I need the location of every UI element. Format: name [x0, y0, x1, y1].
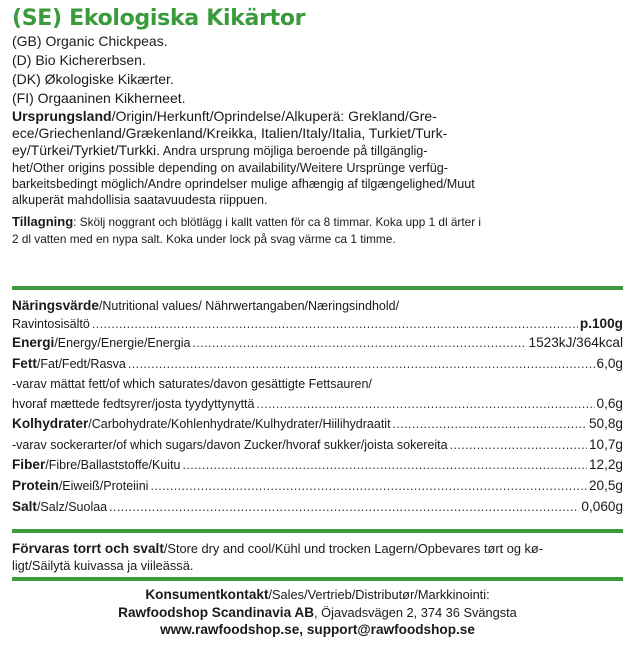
company-name: Rawfoodshop Scandinavia AB [118, 604, 315, 620]
divider-bottom [12, 577, 623, 581]
storage-text-1: /Store dry and cool/Kühl und trocken Lagern/Opbevares tørt og kø- [163, 541, 543, 556]
preparation-section [12, 213, 623, 248]
sugars-value: 10,7g [588, 436, 623, 452]
origin-note-2: het/Other origins possible depending on availability/Weitere Ursprünge verfüg- [12, 161, 448, 175]
saturates-value: 0,6g [596, 396, 623, 412]
protein-label: Protein [12, 477, 59, 493]
contact-heading: Konsumentkontakt [145, 587, 269, 602]
origin-text-1: /Origin/Herkunft/Oprindelse/Alkuperä: Grekland/Gre- [111, 108, 437, 124]
energy-label: Energi [12, 335, 55, 350]
protein-row [12, 476, 623, 497]
nutrition-heading-fi: Ravintosisältö [12, 317, 90, 331]
origin-text-2: ece/Griechenland/Grækenland/Kreikka, Italien/Italy/Italia, Turkiet/Turk- [12, 125, 448, 141]
company-address: , Öjavadsvägen 2, 374 36 Svängsta [314, 604, 517, 620]
protein-value: 20,5g [588, 477, 623, 493]
contact-heading-translations: /Sales/Vertrieb/Distributør/Markkinointi: [268, 587, 490, 602]
origin-note-3: barkeitsbedingt möglich/Andre oprindelser mulige afhængig af tilgængelighed/Muut [12, 177, 475, 191]
salt-value: 0,060g [581, 498, 623, 514]
saturates-label-2: hvoraf mættede fedtsyrer/josta tyydyttynyttä [12, 397, 255, 412]
origin-text-3: ey/Türkei/Tyrkiet/Turkki. [12, 142, 161, 158]
nutrition-heading: Näringsvärde [12, 298, 99, 313]
carbohydrate-label: Kolhydrater [12, 416, 89, 432]
origin-note-4: alkuperät mahdollisia saatavuudesta riippuen. [12, 193, 268, 207]
divider-middle [12, 529, 623, 533]
storage-heading: Förvaras torrt och svalt [12, 541, 164, 556]
energy-value: 1523kJ/364kcal [528, 335, 623, 350]
fibre-translations: /Fibre/Ballaststoffe/Kuitu [45, 458, 181, 473]
contact-section [12, 586, 623, 639]
fat-value: 6,0g [596, 355, 623, 371]
saturates-label-1: -varav mättat fett/of which saturates/davon gesättigte Fettsauren/ [12, 377, 372, 392]
fat-translations: /Fat/Fedt/Rasva [36, 356, 126, 371]
saturates-row [12, 394, 623, 414]
energy-translations: /Energy/Energie/Energia [54, 336, 191, 350]
language-name-dk: (DK) Økologiske Kikærter. [12, 71, 174, 87]
nutrition-header [12, 297, 623, 315]
energy-row [12, 333, 623, 354]
storage-text-2: ligt/Säilytä kuivassa ja viileässä. [12, 558, 194, 573]
storage-section [12, 540, 623, 574]
carbohydrate-row [12, 414, 623, 435]
preparation-text-2: 2 dl vatten med en nypa salt. Koka under lock på svag värme ca 1 timme. [12, 232, 396, 246]
carbohydrate-value: 50,8g [588, 416, 623, 432]
sugars-row [12, 435, 623, 456]
language-name-gb: (GB) Organic Chickpeas. [12, 33, 168, 49]
nutrition-table [12, 297, 623, 517]
nutrition-per-value: p.100g [579, 316, 623, 331]
salt-translations: /Salz/Suolaa [36, 499, 108, 514]
language-name-de: (D) Bio Kichererbsen. [12, 52, 146, 68]
nutrition-per-row [12, 315, 623, 333]
salt-row [12, 497, 623, 518]
preparation-heading: Tillagning [12, 214, 74, 229]
carbohydrate-translations: /Carbohydrate/Kohlenhydrate/Kulhydrater/Hiilihydraatit [88, 417, 391, 432]
nutrition-heading-translations: /Nutritional values/ Nährwertangaben/Næringsindhold/ [98, 299, 400, 313]
fibre-label: Fiber [12, 457, 46, 473]
protein-translations: /Eiweiß/Proteiini [58, 478, 149, 493]
origin-note-1: Andra ursprung möjliga beroende på tillgänglig- [160, 144, 428, 158]
product-label [12, 6, 623, 248]
fibre-value: 12,2g [588, 457, 623, 473]
product-title: (SE) Ekologiska Kikärtor [12, 6, 306, 31]
salt-label: Salt [12, 498, 37, 514]
fibre-row [12, 455, 623, 476]
origin-heading: Ursprungsland [12, 108, 112, 124]
fat-label: Fett [12, 355, 37, 371]
origin-section [12, 108, 623, 208]
contact-web-email: www.rawfoodshop.se, support@rawfoodshop.se [160, 622, 475, 637]
sugars-label: -varav sockerarter/of which sugars/davon Zucker/hvoraf sukker/joista sokereita [12, 437, 448, 452]
divider-top [12, 286, 623, 290]
preparation-text-1: : Skölj noggrant och blötlägg i kallt vatten för ca 8 timmar. Koka upp 1 dl ärter i [73, 215, 482, 229]
fat-row [12, 354, 623, 375]
language-name-fi: (FI) Orgaaninen Kikherneet. [12, 90, 186, 106]
